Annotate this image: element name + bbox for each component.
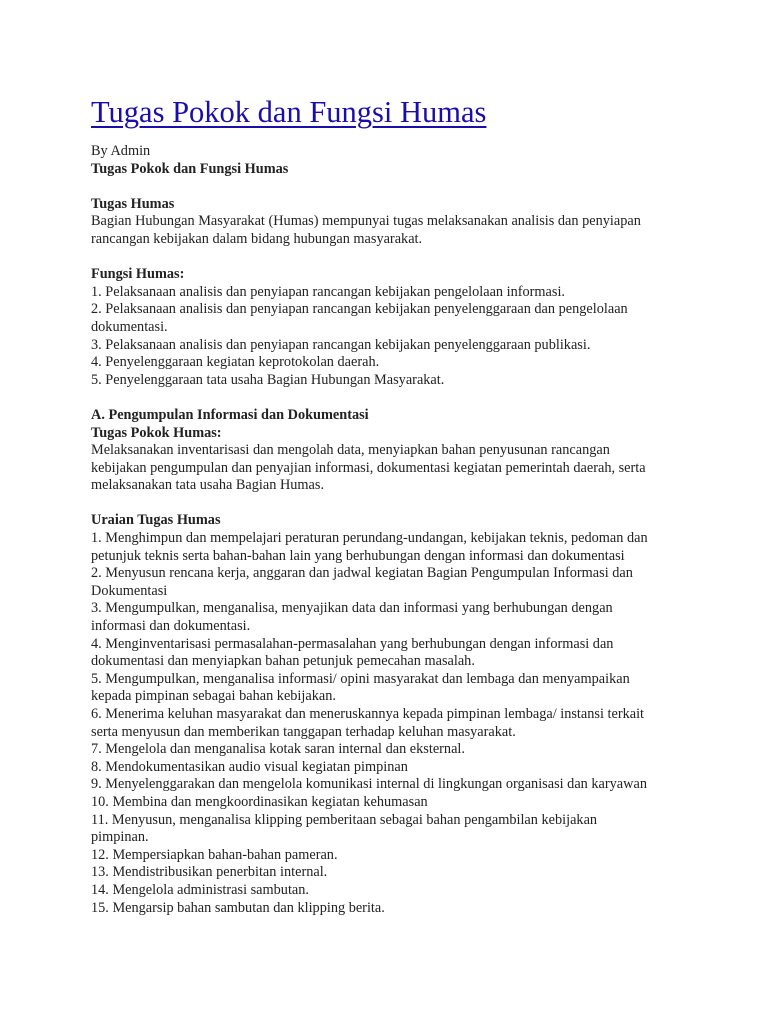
section-heading-tugas-humas: Tugas Humas (91, 195, 175, 212)
spacer (91, 178, 691, 196)
spacer (91, 249, 691, 267)
list-item: petunjuk teknis serta bahan-bahan lain yang berhubungan dengan informasi dan dokumentasi (91, 547, 625, 564)
list-item: serta menyusun dan memberikan tanggapan terhadap keluhan masyarakat. (91, 723, 516, 740)
spacer (91, 495, 691, 513)
list-item: 4. Menginventarisasi permasalahan-permasalahan yang berhubungan dengan informasi dan (91, 635, 614, 652)
paragraph-line: melaksanakan tata usaha Bagian Humas. (91, 477, 325, 494)
list-item: 1. Menghimpun dan mempelajari peraturan perundang-undangan, kebijakan teknis, pedoman dan (91, 530, 648, 547)
spacer (91, 389, 691, 407)
list-item: 5. Penyelenggaraan tata usaha Bagian Hubungan Masyarakat. (91, 371, 445, 388)
list-item: 11. Menyusun, menganalisa klipping pemberitaan sebagai bahan pengambilan kebijakan (91, 811, 598, 828)
article-subtitle: Tugas Pokok dan Fungsi Humas (91, 160, 289, 177)
list-item: kepada pimpinan sebagai bahan kebijakan. (91, 688, 336, 705)
list-item: 2. Menyusun rencana kerja, anggaran dan jadwal kegiatan Bagian Pengumpulan Informasi dan (91, 565, 633, 582)
section-heading-uraian-tugas: Uraian Tugas Humas (91, 512, 221, 529)
list-item: 10. Membina dan mengkoordinasikan kegiatan kehumasan (91, 793, 428, 810)
list-item: 7. Mengelola dan menganalisa kotak saran internal dan eksternal. (91, 741, 465, 758)
list-item: 6. Menerima keluhan masyarakat dan meneruskannya kepada pimpinan lembaga/ instansi terkait (91, 706, 645, 722)
list-item: 14. Mengelola administrasi sambutan. (91, 881, 309, 898)
list-item: dokumentasi. (91, 318, 168, 335)
list-item: 13. Mendistribusikan penerbitan internal. (91, 864, 328, 881)
paragraph-line: kebijakan pengumpulan dan penyajian informasi, dokumentasi kegiatan pemerintah daerah, serta (91, 459, 646, 476)
article-title-link[interactable]: Tugas Pokok dan Fungsi Humas (91, 95, 487, 129)
list-item: 3. Pelaksanaan analisis dan penyiapan rancangan kebijakan penyelenggaraan publikasi. (91, 336, 591, 353)
subheading-tugas-pokok: Tugas Pokok Humas: (91, 424, 222, 441)
list-item: 5. Mengumpulkan, menganalisa informasi/ opini masyarakat dan lembaga dan menyampaikan (91, 670, 630, 687)
list-item: pimpinan. (91, 829, 149, 846)
list-item: 15. Mengarsip bahan sambutan dan klipping berita. (91, 899, 385, 916)
list-item: informasi dan dokumentasi. (91, 618, 251, 635)
article-body (91, 143, 691, 917)
list-item: dokumentasi dan menyiapkan bahan petunjuk pemecahan masalah. (91, 653, 475, 670)
paragraph-line: rancangan kebijakan dalam bidang hubungan masyarakat. (91, 230, 423, 247)
byline: By Admin (91, 143, 151, 159)
paragraph-line: Melaksanakan inventarisasi dan mengolah data, menyiapkan bahan penyusunan rancangan (91, 442, 610, 459)
document-page (91, 92, 691, 917)
list-item: Dokumentasi (91, 582, 168, 599)
list-item: 12. Mempersiapkan bahan-bahan pameran. (91, 846, 338, 863)
list-item: 2. Pelaksanaan analisis dan penyiapan rancangan kebijakan penyelenggaraan dan pengelolaan (91, 301, 628, 318)
list-item: 1. Pelaksanaan analisis dan penyiapan rancangan kebijakan pengelolaan informasi. (91, 283, 566, 300)
list-item: 9. Menyelenggarakan dan mengelola komunikasi internal di lingkungan organisasi dan karyawan (91, 776, 647, 793)
list-item: 4. Penyelenggaraan kegiatan keprotokolan daerah. (91, 354, 380, 371)
paragraph-line: Bagian Hubungan Masyarakat (Humas) mempunyai tugas melaksanakan analisis dan penyiapan (91, 213, 641, 230)
section-heading-fungsi-humas: Fungsi Humas: (91, 266, 185, 283)
list-item: 3. Mengumpulkan, menganalisa, menyajikan data dan informasi yang berhubungan dengan (91, 600, 613, 617)
section-heading-pengumpulan-informasi: A. Pengumpulan Informasi dan Dokumentasi (91, 406, 369, 423)
list-item: 8. Mendokumentasikan audio visual kegiatan pimpinan (91, 758, 408, 775)
